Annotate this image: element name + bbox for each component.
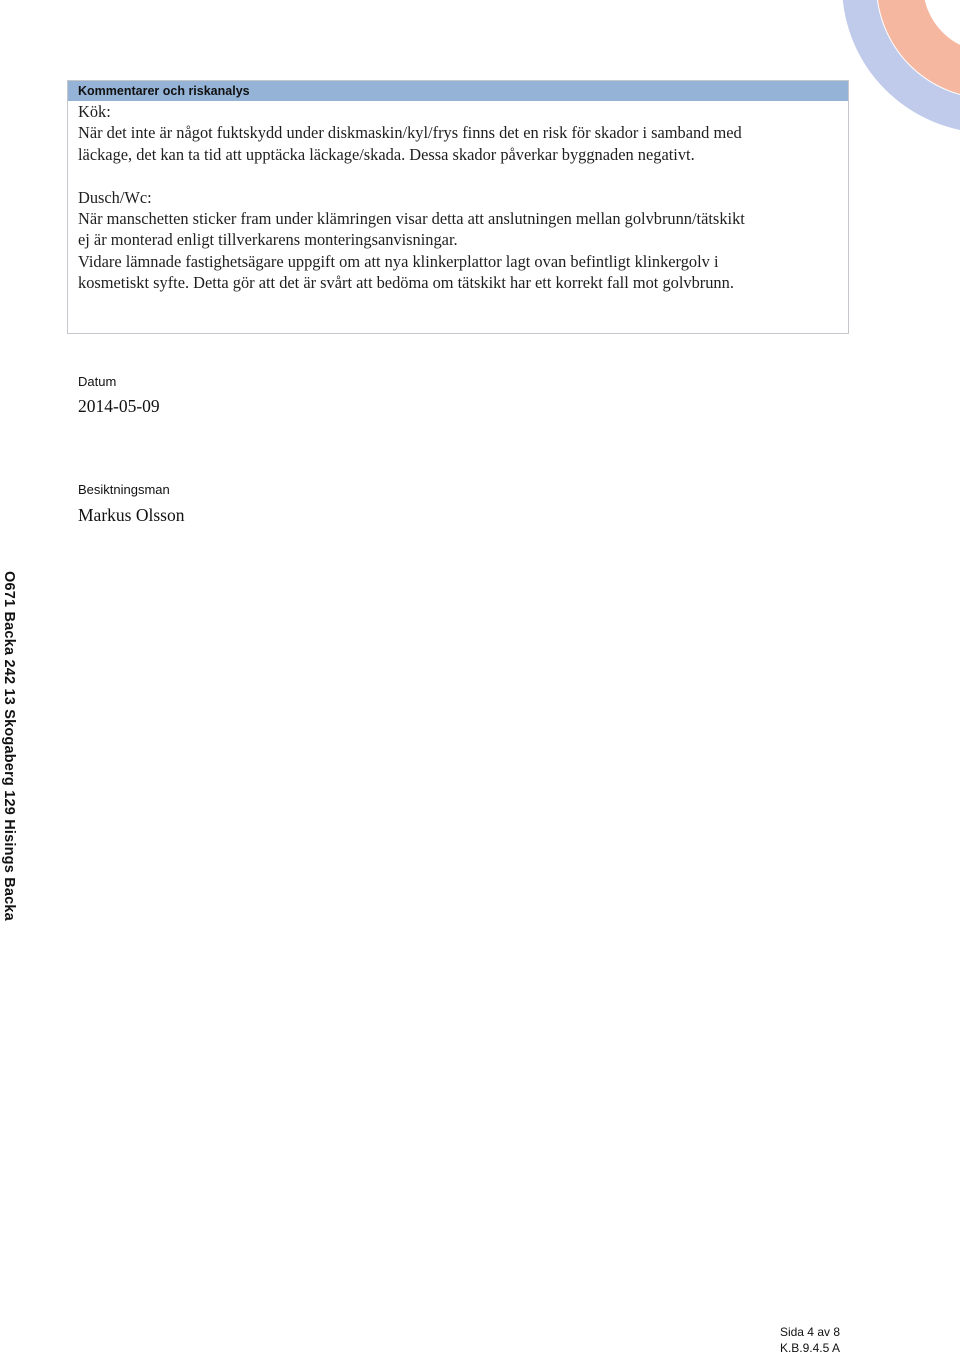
page-number: Sida 4 av 8 <box>779 1325 840 1339</box>
comment-line: När det inte är något fuktskydd under diskmaskin/kyl/frys finns det en risk för skador i samband med <box>78 123 742 143</box>
comments-body <box>68 101 848 294</box>
comment-line: kosmetiskt syfte. Detta gör att det är svårt att bedöma om tätskikt har ett korrekt fall mot golvbrunn. <box>78 273 734 293</box>
property-address: O671 Backa 242 13 Skogaberg 129 Hisings Backa <box>1 571 17 921</box>
document-code: K.B.9.4.5 A <box>779 1341 840 1355</box>
date-label: Datum <box>78 374 117 389</box>
comment-line: ej är monterad enligt tillverkarens monteringsanvisningar. <box>78 230 458 250</box>
inspector-label: Besiktningsman <box>78 482 170 497</box>
logo-accent <box>900 0 960 75</box>
comment-line: När manschetten sticker fram under klämringen visar detta att anslutningen mellan golvbrunn/tätskikt <box>78 209 745 229</box>
comment-line: Vidare lämnade fastighetsägare uppgift om att nya klinkerplattor lagt ovan befintligt klinkergolv i <box>78 251 719 271</box>
comment-line: läckage, det kan ta tid att upptäcka läckage/skada. Dessa skador påverkar byggnaden negativt. <box>78 144 695 164</box>
comment-line: Dusch/Wc: <box>78 187 152 207</box>
page-footer <box>780 1324 840 1356</box>
comments-header: Kommentarer och riskanalys <box>68 81 848 101</box>
comments-section <box>67 80 849 334</box>
inspector-value: Markus Olsson <box>78 505 185 525</box>
date-value: 2014-05-09 <box>78 396 160 416</box>
comment-line: Kök: <box>78 102 111 121</box>
